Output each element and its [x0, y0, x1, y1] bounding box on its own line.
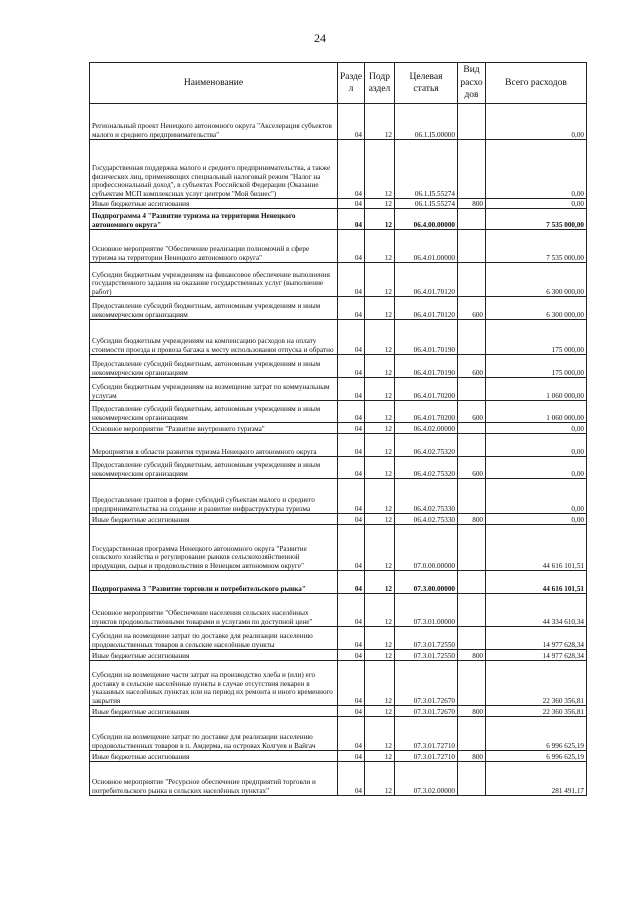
- cell-subsection: 12: [365, 140, 395, 199]
- cell-target: 06.4.01.70120: [395, 297, 458, 320]
- table-body: [90, 104, 587, 796]
- cell-expense-type: 800: [458, 751, 486, 762]
- cell-target: 07.3.01.72550: [395, 627, 458, 650]
- cell-subsection: 12: [365, 401, 395, 423]
- page-number: 24: [314, 31, 326, 45]
- cell-name: Мероприятия в области развития туризма Ненецкого автономного округа: [90, 434, 338, 457]
- table-row: [90, 297, 587, 320]
- cell-amount: 44 616 101,51: [486, 525, 587, 571]
- cell-section: 04: [338, 263, 365, 297]
- cell-expense-type: [458, 140, 486, 199]
- cell-section: 04: [338, 594, 365, 627]
- cell-expense-type: 800: [458, 514, 486, 525]
- table-row: [90, 140, 587, 199]
- cell-expense-type: 600: [458, 401, 486, 423]
- cell-target: 07.3.01.72670: [395, 661, 458, 706]
- cell-name: Предоставление грантов в форме субсидий субъектам малого и среднего предпринимательства на создание и развитие инфраструктуры туризма: [90, 479, 338, 514]
- cell-section: 04: [338, 104, 365, 140]
- cell-target: 06.4.01.00000: [395, 230, 458, 263]
- cell-subsection: 12: [365, 457, 395, 479]
- cell-subsection: 12: [365, 297, 395, 320]
- table-row: [90, 230, 587, 263]
- cell-section: 04: [338, 423, 365, 434]
- header-subsection: Подр аздел: [365, 63, 395, 104]
- cell-name: Предоставление субсидий бюджетным, автономным учреждениям и иным некоммерческим организациям: [90, 401, 338, 423]
- cell-subsection: 12: [365, 320, 395, 355]
- cell-amount: 0,00: [486, 199, 587, 209]
- cell-subsection: 12: [365, 594, 395, 627]
- cell-amount: 7 535 000,00: [486, 230, 587, 263]
- cell-target: 06.4.01.70190: [395, 320, 458, 355]
- cell-target: 06.1.I5.55274: [395, 140, 458, 199]
- cell-name: Субсидии на возмещение затрат по доставке для реализации населению продовольственных товаров в сельские населённые пункты: [90, 627, 338, 650]
- cell-expense-type: [458, 423, 486, 434]
- cell-amount: 0,00: [486, 140, 587, 199]
- cell-expense-type: [458, 320, 486, 355]
- table-row: [90, 650, 587, 661]
- cell-expense-type: [458, 230, 486, 263]
- table-row: [90, 209, 587, 230]
- cell-subsection: 12: [365, 661, 395, 706]
- table-row: [90, 525, 587, 571]
- cell-subsection: 12: [365, 706, 395, 717]
- cell-name: Предоставление субсидий бюджетным, автономным учреждениям и иным некоммерческим организациям: [90, 297, 338, 320]
- cell-subsection: 12: [365, 650, 395, 661]
- header-total: Всего расходов: [486, 63, 587, 104]
- header-section: Разде л: [338, 63, 365, 104]
- cell-name: Региональный проект Ненецкого автономного округа "Акселерация субъектов малого и среднего предпринимательства": [90, 104, 338, 140]
- table-row: [90, 263, 587, 297]
- cell-amount: 44 334 610,34: [486, 594, 587, 627]
- table-row: [90, 751, 587, 762]
- cell-section: 04: [338, 457, 365, 479]
- cell-section: 04: [338, 401, 365, 423]
- table-row: [90, 401, 587, 423]
- cell-target: 06.1.I5.55274: [395, 199, 458, 209]
- table-row: [90, 378, 587, 401]
- cell-amount: 175 000,00: [486, 355, 587, 378]
- cell-amount: 14 977 628,34: [486, 627, 587, 650]
- cell-subsection: 12: [365, 514, 395, 525]
- cell-target: 07.3.00.00000: [395, 571, 458, 594]
- cell-target: 06.4.02.75320: [395, 434, 458, 457]
- cell-amount: 1 060 000,00: [486, 401, 587, 423]
- cell-name: Субсидии на возмещение затрат по доставке для реализации населению продовольственных товаров в п. Амдерма, на островах Колгуев и Вайгач: [90, 717, 338, 751]
- cell-amount: 281 491,17: [486, 762, 587, 796]
- cell-subsection: 12: [365, 199, 395, 209]
- header-target: Целевая статья: [395, 63, 458, 104]
- cell-amount: 14 977 628,34: [486, 650, 587, 661]
- cell-target: 06.4.02.75330: [395, 479, 458, 514]
- cell-amount: 6 300 000,00: [486, 263, 587, 297]
- cell-name: Основное мероприятие "Развитие внутреннего туризма": [90, 423, 338, 434]
- cell-amount: 22 360 356,81: [486, 661, 587, 706]
- expenditure-table: [89, 62, 587, 796]
- cell-subsection: 12: [365, 751, 395, 762]
- cell-section: 04: [338, 525, 365, 571]
- cell-section: 04: [338, 717, 365, 751]
- table-row: [90, 661, 587, 706]
- cell-expense-type: [458, 717, 486, 751]
- cell-subsection: 12: [365, 479, 395, 514]
- cell-name: Государственная поддержка малого и среднего предпринимательства, а также физических лиц, применяющих специальный налоговый режим "Налог на профессиональный доход", в субъектах Российской Федерации (Оказание субъектам МСП комплексных услуг центром "Мой бизнес"): [90, 140, 338, 199]
- cell-amount: 0,00: [486, 514, 587, 525]
- cell-subsection: 12: [365, 717, 395, 751]
- cell-target: 06.4.02.75330: [395, 514, 458, 525]
- cell-target: 06.4.01.70200: [395, 401, 458, 423]
- cell-target: 07.0.00.00000: [395, 525, 458, 571]
- cell-section: 04: [338, 434, 365, 457]
- cell-name: Основное мероприятие "Ресурсное обеспечение предприятий торговли и потребительского рынка в сельских населённых пунктах": [90, 762, 338, 796]
- cell-name: Подпрограмма 4 "Развитие туризма на территории Ненецкого автономного округа": [90, 209, 338, 230]
- cell-expense-type: 800: [458, 650, 486, 661]
- table-row: [90, 423, 587, 434]
- cell-target: 06.4.01.70190: [395, 355, 458, 378]
- cell-section: 04: [338, 650, 365, 661]
- cell-section: 04: [338, 514, 365, 525]
- table-row: [90, 627, 587, 650]
- cell-amount: 0,00: [486, 434, 587, 457]
- cell-expense-type: 600: [458, 355, 486, 378]
- cell-target: 07.3.02.00000: [395, 762, 458, 796]
- cell-subsection: 12: [365, 423, 395, 434]
- cell-expense-type: 600: [458, 457, 486, 479]
- cell-target: 07.3.01.72710: [395, 751, 458, 762]
- cell-section: 04: [338, 661, 365, 706]
- cell-amount: 22 360 356,81: [486, 706, 587, 717]
- cell-expense-type: [458, 209, 486, 230]
- cell-target: 06.4.01.70200: [395, 378, 458, 401]
- cell-amount: 44 616 101,51: [486, 571, 587, 594]
- cell-subsection: 12: [365, 355, 395, 378]
- cell-amount: 175 000,00: [486, 320, 587, 355]
- header-name: Наименование: [90, 63, 338, 104]
- cell-amount: 0,00: [486, 479, 587, 514]
- cell-subsection: 12: [365, 209, 395, 230]
- cell-target: 06.4.01.70120: [395, 263, 458, 297]
- cell-name: Иные бюджетные ассигнования: [90, 706, 338, 717]
- table-header-row: [90, 63, 587, 104]
- cell-expense-type: [458, 627, 486, 650]
- table-row: [90, 104, 587, 140]
- cell-section: 04: [338, 320, 365, 355]
- cell-subsection: 12: [365, 525, 395, 571]
- cell-subsection: 12: [365, 104, 395, 140]
- table-row: [90, 434, 587, 457]
- cell-expense-type: [458, 594, 486, 627]
- cell-subsection: 12: [365, 434, 395, 457]
- cell-subsection: 12: [365, 230, 395, 263]
- cell-expense-type: [458, 263, 486, 297]
- cell-amount: 0,00: [486, 423, 587, 434]
- cell-amount: 0,00: [486, 457, 587, 479]
- cell-expense-type: [458, 525, 486, 571]
- table-row: [90, 355, 587, 378]
- cell-name: Государственная программа Ненецкого автономного округа "Развитие сельского хозяйства и регулирование рынков сельскохозяйственной продукции, сырья и продовольствия в Ненецком автономном округе": [90, 525, 338, 571]
- cell-name: Субсидии бюджетным учреждениям на возмещение затрат по коммунальным услугам: [90, 378, 338, 401]
- table-row: [90, 320, 587, 355]
- cell-section: 04: [338, 209, 365, 230]
- cell-section: 04: [338, 762, 365, 796]
- cell-section: 04: [338, 571, 365, 594]
- header-expense-type: Вид расхо дов: [458, 63, 486, 104]
- cell-subsection: 12: [365, 571, 395, 594]
- cell-amount: 1 060 000,00: [486, 378, 587, 401]
- cell-section: 04: [338, 230, 365, 263]
- cell-section: 04: [338, 297, 365, 320]
- cell-amount: 0,00: [486, 104, 587, 140]
- table-row: [90, 199, 587, 209]
- cell-target: 07.3.01.72670: [395, 706, 458, 717]
- cell-target: 07.3.01.00000: [395, 594, 458, 627]
- cell-subsection: 12: [365, 762, 395, 796]
- cell-target: 07.3.01.72550: [395, 650, 458, 661]
- cell-name: Иные бюджетные ассигнования: [90, 751, 338, 762]
- cell-subsection: 12: [365, 263, 395, 297]
- cell-amount: 6 996 625,19: [486, 717, 587, 751]
- cell-section: 04: [338, 378, 365, 401]
- table-row: [90, 571, 587, 594]
- cell-name: Основное мероприятие "Обеспечение реализации полномочий в сфере туризма на территории Ненецкого автономного округа": [90, 230, 338, 263]
- cell-name: Предоставление субсидий бюджетным, автономным учреждениям и иным некоммерческим организациям: [90, 355, 338, 378]
- cell-expense-type: [458, 479, 486, 514]
- cell-subsection: 12: [365, 627, 395, 650]
- cell-section: 04: [338, 751, 365, 762]
- cell-name: Субсидии бюджетным учреждениям на финансовое обеспечение выполнения государственного задания на оказание государственных услуг (выполнение работ): [90, 263, 338, 297]
- cell-expense-type: [458, 104, 486, 140]
- cell-section: 04: [338, 627, 365, 650]
- table-row: [90, 717, 587, 751]
- cell-name: Субсидии бюджетным учреждениям на компенсацию расходов на оплату стоимости проезда и провоза багажа к месту использования отпуска и обратно: [90, 320, 338, 355]
- table-row: [90, 479, 587, 514]
- cell-amount: 6 300 000,00: [486, 297, 587, 320]
- cell-section: 04: [338, 706, 365, 717]
- cell-section: 04: [338, 199, 365, 209]
- cell-target: 07.3.01.72710: [395, 717, 458, 751]
- cell-name: Иные бюджетные ассигнования: [90, 650, 338, 661]
- cell-name: Предоставление субсидий бюджетным, автономным учреждениям и иным некоммерческим организациям: [90, 457, 338, 479]
- cell-target: 06.1.I5.00000: [395, 104, 458, 140]
- cell-expense-type: [458, 661, 486, 706]
- cell-name: Иные бюджетные ассигнования: [90, 514, 338, 525]
- cell-name: Основное мероприятие "Обеспечение населения сельских населённых пунктов продовольственными товарами и услугами по доступной цене": [90, 594, 338, 627]
- cell-expense-type: [458, 762, 486, 796]
- table-row: [90, 594, 587, 627]
- cell-expense-type: [458, 571, 486, 594]
- cell-amount: 7 535 000,00: [486, 209, 587, 230]
- cell-expense-type: 800: [458, 706, 486, 717]
- cell-subsection: 12: [365, 378, 395, 401]
- cell-expense-type: 800: [458, 199, 486, 209]
- table-row: [90, 762, 587, 796]
- table-row: [90, 706, 587, 717]
- cell-amount: 6 996 625,19: [486, 751, 587, 762]
- cell-target: 06.4.00.00000: [395, 209, 458, 230]
- cell-expense-type: 600: [458, 297, 486, 320]
- cell-section: 04: [338, 355, 365, 378]
- table-row: [90, 514, 587, 525]
- cell-name: Подпрограмма 3 "Развитие торговли и потребительского рынка": [90, 571, 338, 594]
- cell-section: 04: [338, 140, 365, 199]
- cell-target: 06.4.02.75320: [395, 457, 458, 479]
- cell-target: 06.4.02.00000: [395, 423, 458, 434]
- cell-name: Субсидии на возмещение части затрат на производство хлеба и (или) его доставку в сельские населённые пункты в случае отсутствия пекарен в указанных населённых пунктах или на период их ремонта и иного временного закрытия: [90, 661, 338, 706]
- cell-expense-type: [458, 378, 486, 401]
- cell-name: Иные бюджетные ассигнования: [90, 199, 338, 209]
- cell-expense-type: [458, 434, 486, 457]
- table-row: [90, 457, 587, 479]
- cell-section: 04: [338, 479, 365, 514]
